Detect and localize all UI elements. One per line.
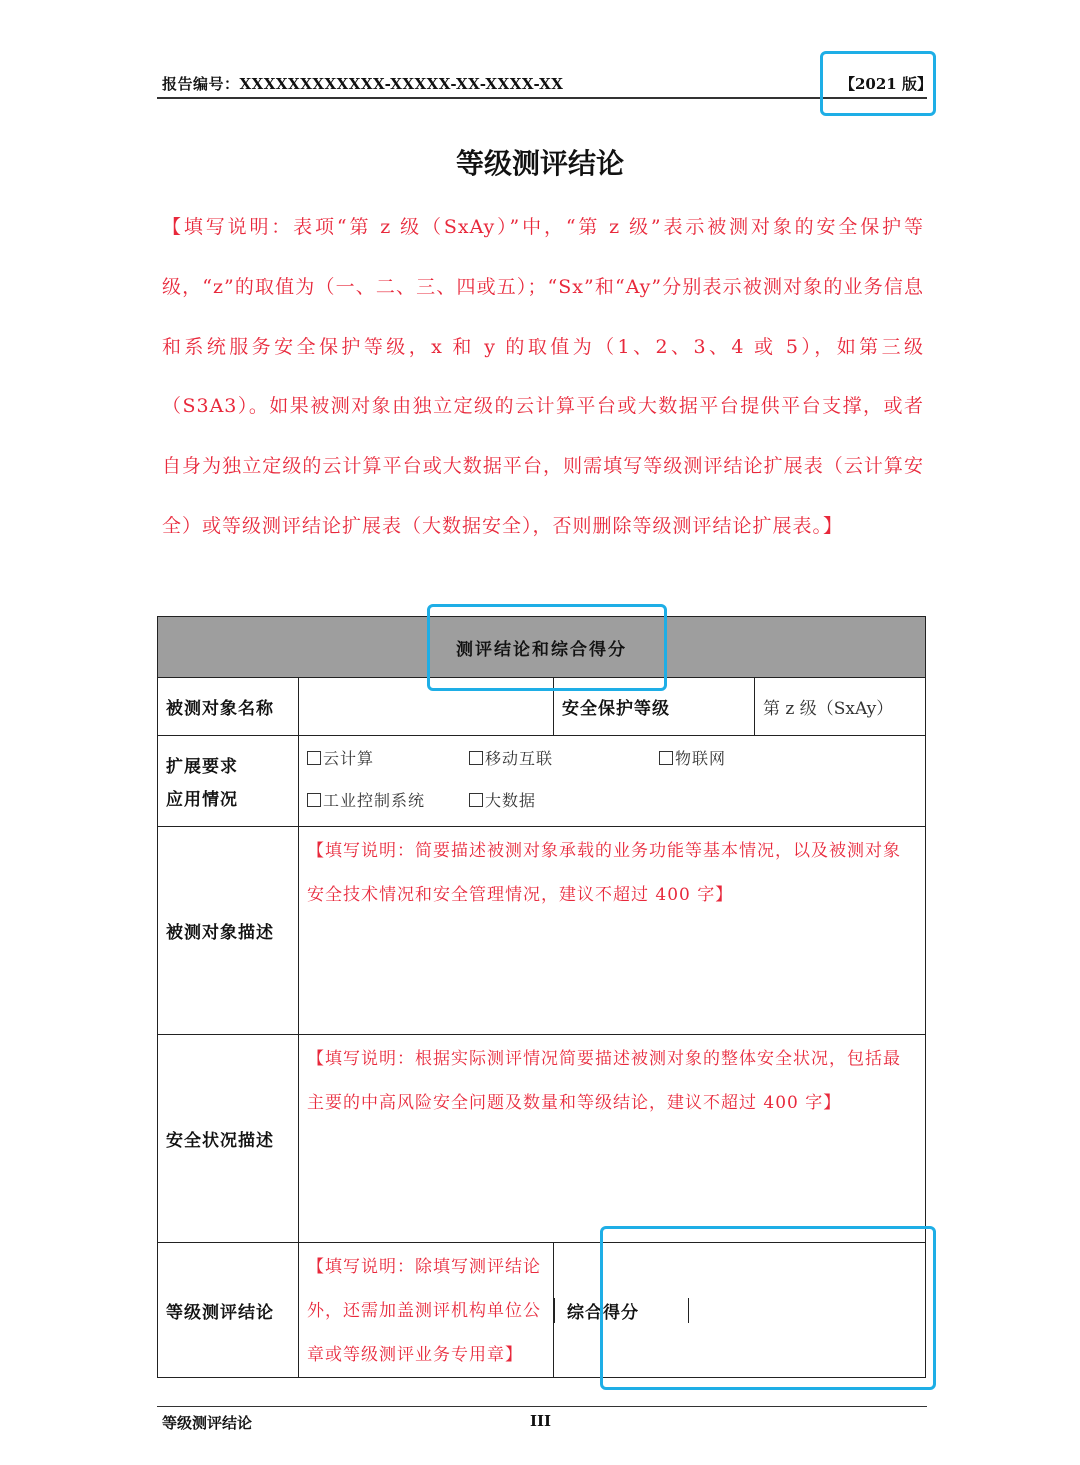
table-heading: 测评结论和综合得分	[158, 617, 926, 678]
object-desc-label: 被测对象描述	[158, 827, 299, 1035]
protection-level-label: 安全保护等级	[554, 678, 755, 736]
extension-label	[158, 736, 299, 827]
option-cloud[interactable]: 云计算	[307, 746, 374, 769]
score-value[interactable]	[689, 1298, 926, 1323]
header-divider	[157, 97, 927, 99]
page-number: III	[530, 1412, 552, 1430]
checkbox-icon[interactable]	[659, 751, 673, 765]
edition-label: 【2021 版】	[840, 75, 932, 93]
fill-instruction: 【填写说明：表项“第 z 级（SxAy）”中，“第 z 级”表示被测对象的安全保护等级，“z”的取值为（一、二、三、四或五）；“Sx”和“Ay”分别表示被测对象的业务信息和系统服务安全保护等级，x 和 y 的取值为（1、2、3、4 或 5），如第三级（S3A3）。如果被测对象由独立定级的云计算平台或大数据平台提供平台支撑，或者自身为独立定级的云计算平台或大数据平台，则需填写等级测评结论扩展表（云计算安全）或等级测评结论扩展表（大数据安全），否则删除等级测评结论扩展表。】	[162, 216, 924, 537]
conclusion-label: 等级测评结论	[158, 1243, 299, 1378]
option-iot[interactable]: 物联网	[659, 746, 726, 769]
object-name-value[interactable]	[299, 678, 554, 736]
checkbox-icon[interactable]	[307, 793, 321, 807]
score-cell	[554, 1243, 926, 1378]
option-big-data[interactable]: 大数据	[469, 788, 536, 811]
report-number: 报告编号：XXXXXXXXXXXX-XXXXX-XX-XXXX-XX	[162, 75, 564, 93]
object-name-label: 被测对象名称	[158, 678, 299, 736]
security-desc-note[interactable]: 【填写说明：根据实际测评情况简要描述被测对象的整体安全状况，包括最主要的中高风险安全问题及数量和等级结论，建议不超过 400 字】	[299, 1035, 926, 1243]
protection-level-value[interactable]: 第 z 级（SxAy）	[755, 678, 926, 736]
checkbox-icon[interactable]	[469, 751, 483, 765]
score-inner-table	[554, 1298, 925, 1323]
object-desc-note[interactable]: 【填写说明：简要描述被测对象承载的业务功能等基本情况，以及被测对象安全技术情况和安全管理情况，建议不超过 400 字】	[299, 827, 926, 1035]
page-title: 等级测评结论	[455, 147, 624, 180]
checkbox-icon[interactable]	[307, 751, 321, 765]
score-label: 综合得分	[555, 1298, 689, 1323]
footer-section-title: 等级测评结论	[162, 1414, 253, 1432]
security-desc-label: 安全状况描述	[158, 1035, 299, 1243]
conclusion-note[interactable]: 【填写说明：除填写测评结论外，还需加盖测评机构单位公章或等级测评业务专用章】	[299, 1243, 554, 1378]
extension-label-line1: 扩展要求	[166, 757, 238, 777]
extension-label-line2: 应用情况	[166, 790, 238, 810]
extension-options	[299, 736, 926, 827]
conclusion-table	[157, 616, 926, 1378]
option-industrial-control[interactable]: 工业控制系统	[307, 788, 425, 811]
checkbox-icon[interactable]	[469, 793, 483, 807]
footer-divider	[157, 1406, 927, 1407]
option-mobile[interactable]: 移动互联	[469, 746, 553, 769]
